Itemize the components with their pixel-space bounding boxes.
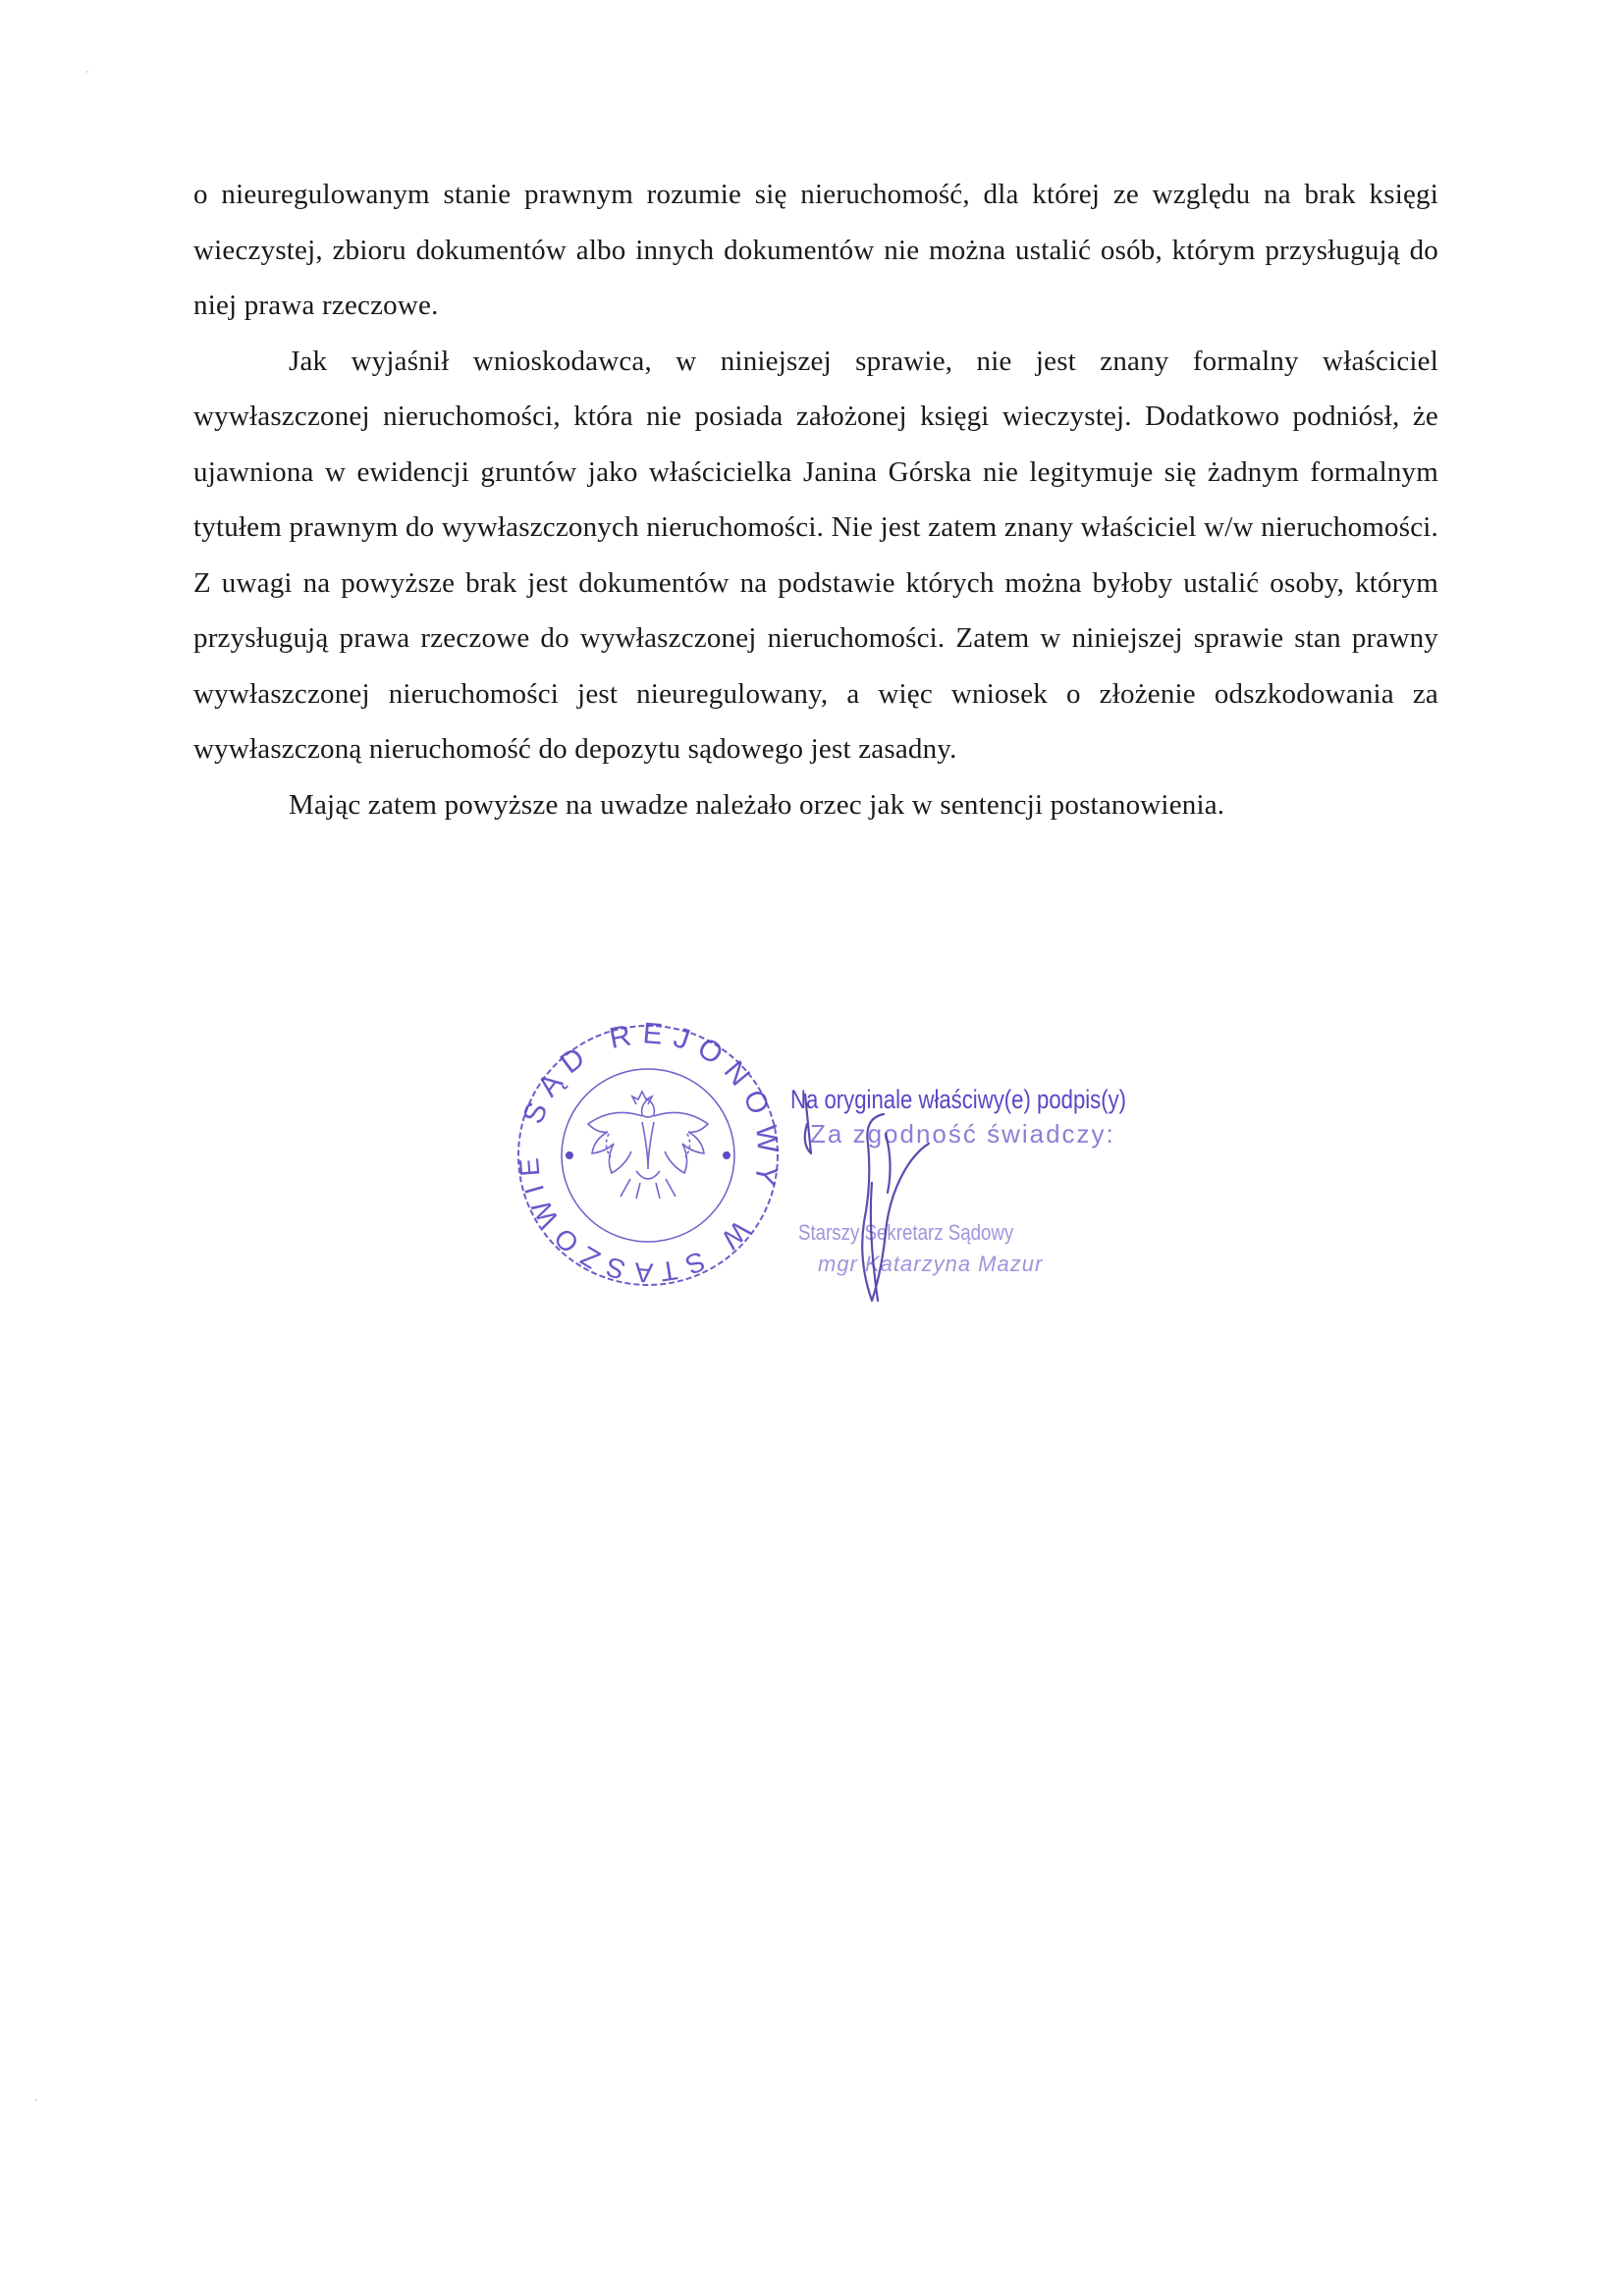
scan-dust-mark: [35, 2099, 37, 2101]
court-seal: [511, 1006, 785, 1301]
handwritten-signature: [776, 1075, 972, 1330]
document-body: [193, 167, 1438, 832]
official-name: mgr Katarzyna Mazur: [818, 1252, 1044, 1276]
paragraph-definition: o nieuregulowanym stanie prawnym rozumie się nieruchomość, dla której ze względu na brak księgi wieczystej, zbioru dokumentów albo innych dokumentów nie można ustalić osób, którym przysługują do niej prawa rzeczowe.: [193, 179, 1438, 321]
original-signature-note: Na oryginale właściwy(e) podpis(y): [790, 1085, 1127, 1114]
official-title: Starszy Sekretarz Sądowy: [798, 1220, 1014, 1245]
eagle-emblem-icon: [588, 1092, 708, 1199]
svg-text:SĄD REJONOWY: SĄD REJONOWY: [516, 1017, 785, 1199]
paragraph-conclusion: Mając zatem powyższe na uwadze należało orzec jak w sentencji postanowienia.: [289, 788, 1225, 821]
svg-text:W STASZOWIE: W STASZOWIE: [513, 1148, 756, 1289]
certification-stamp-area: [511, 1006, 1127, 1320]
conformity-note: Za zgodność świadczy:: [810, 1119, 1115, 1148]
scan-dust-mark: [86, 71, 88, 73]
paragraph-reasoning: Jak wyjaśnił wnioskodawca, w niniejszej sprawie, nie jest znany formalny właściciel wywłaszczonej nieruchomości, która nie posiada założonej księgi wieczystej. Dodatkowo podniósł, że ujawniona w ewidencji gruntów jako właścicielka Janina Górska nie legitymuje się żadnym formalnym tytułem prawnym do wywłaszczonych nieruchomości. Nie jest zatem znany właściciel w/w nieruchomości. Z uwagi na powyższe brak jest dokumentów na podstawie których można byłoby ustalić osoby, którym przysługują prawa rzeczowe do wywłaszczonej nieruchomości. Zatem w niniejszej sprawie stan prawny wywłaszczonej nieruchomości jest nieuregulowany, a więc wniosek o złożenie odszkodowania za wywłaszczoną nieruchomość do depozytu sądowego jest zasadny.: [193, 345, 1438, 765]
